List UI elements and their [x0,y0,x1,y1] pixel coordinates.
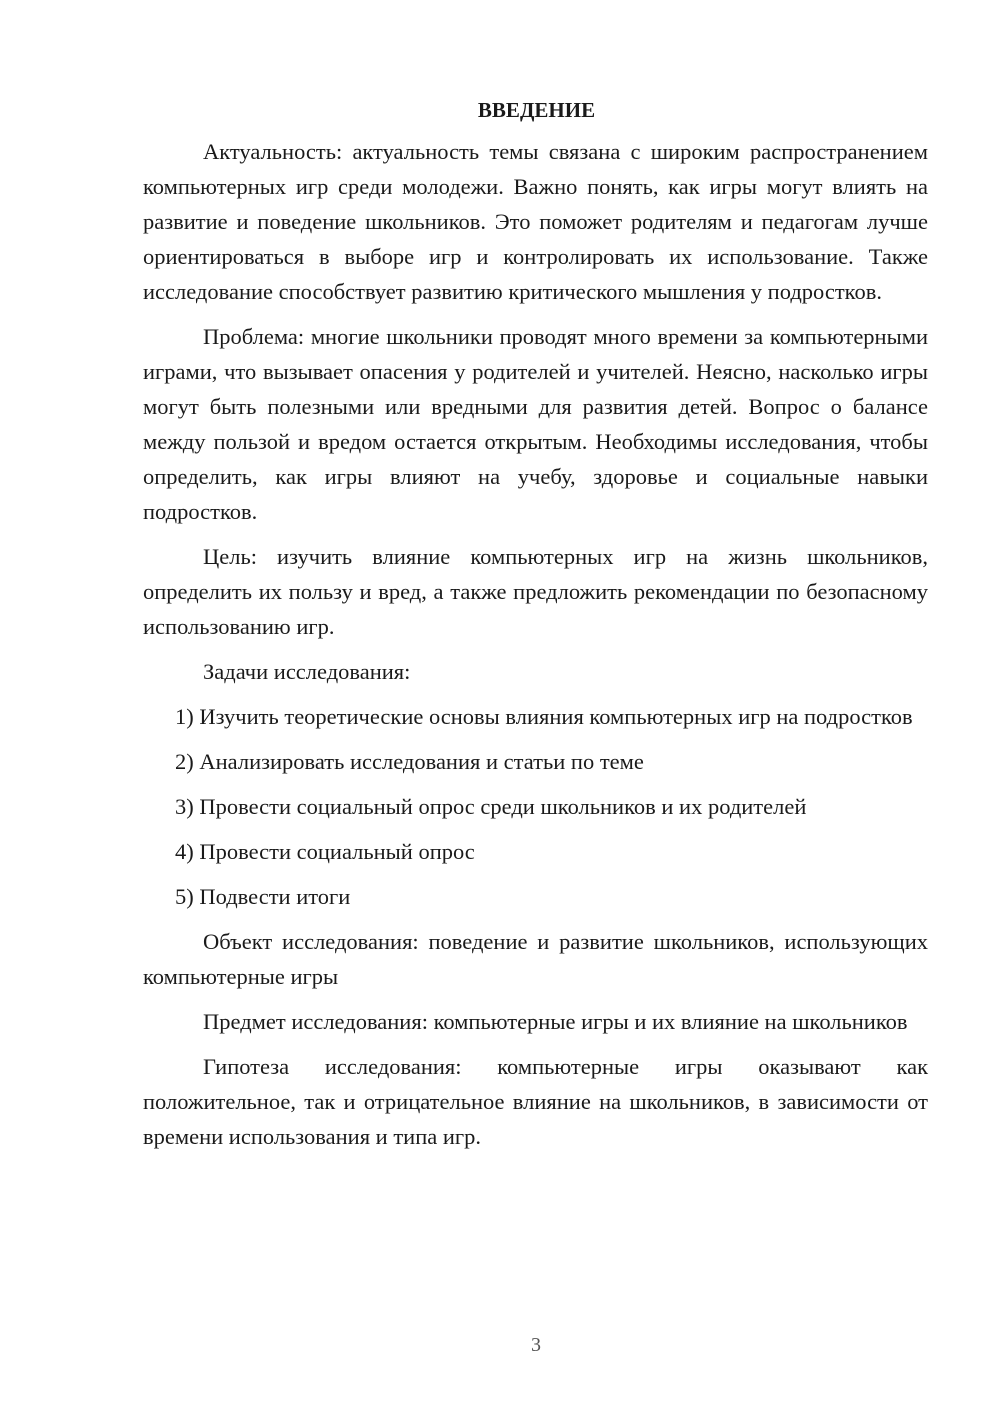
paragraph-problem: Проблема: многие школьники проводят много времени за компьютерными играми, что вызывает опасения у родителей и учителей. Неясно, насколько игры могут быть полезными или вредными для развития детей. Вопрос о балансе между пользой и вредом остается открытым. Необходимы исследования, чтобы определить, как игры влияют на учебу, здоровье и социальные навыки подростков. [143,324,928,524]
task-item-4: 4) Провести социальный опрос [175,839,475,864]
task-item-1: 1) Изучить теоретические основы влияния компьютерных игр на подростков [175,704,913,729]
page-title: ВВЕДЕНИЕ [477,98,596,122]
paragraph-subject: Предмет исследования: компьютерные игры и их влияние на школьников [203,1009,908,1034]
page-body [143,92,928,1164]
paragraph-goal: Цель: изучить влияние компьютерных игр на жизнь школьников, определить их пользу и вред, а также предложить рекомендации по безопасному использованию игр. [143,544,928,639]
page-number: 3 [531,1334,541,1356]
paragraph-hypothesis: Гипотеза исследования: компьютерные игры оказывают как положительное, так и отрицательное влияние на школьников, в зависимости от времени использования и типа игр. [143,1054,928,1149]
paragraph-relevance: Актуальность: актуальность темы связана с широким распространением компьютерных игр среди молодежи. Важно понять, как игры могут влиять на развитие и поведение школьников. Это поможет родителям и педагогам лучше ориентироваться в выборе игр и контролировать их использование. Также исследование способствует развитию критического мышления у подростков. [143,139,928,304]
paragraph-object: Объект исследования: поведение и развитие школьников, использующих компьютерные игры [143,929,928,989]
tasks-heading: Задачи исследования: [203,659,411,684]
task-item-5: 5) Подвести итоги [175,884,351,909]
task-item-2: 2) Анализировать исследования и статьи по теме [175,749,644,774]
task-item-3: 3) Провести социальный опрос среди школьников и их родителей [175,794,807,819]
